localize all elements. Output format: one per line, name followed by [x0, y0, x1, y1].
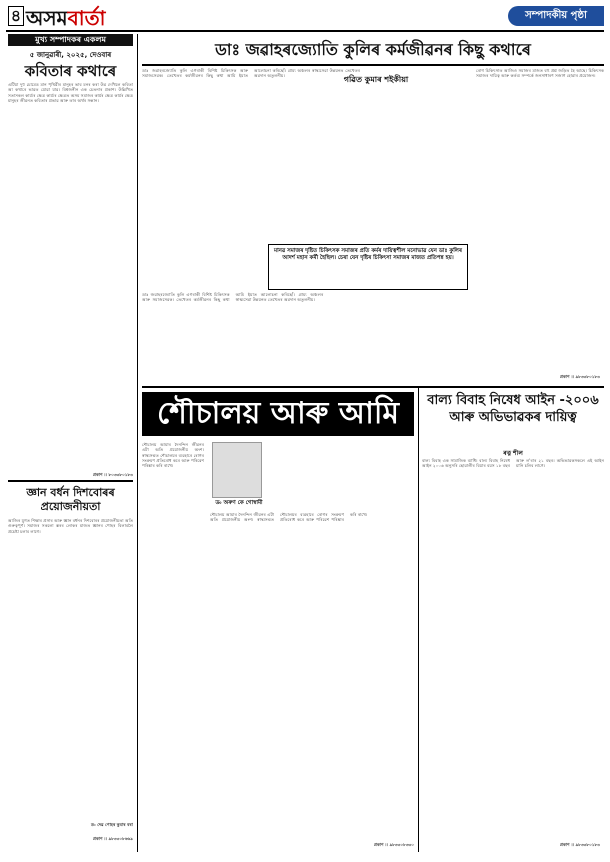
pull-quote: মানৱ সমাজৰ দৃষ্টিত চিকিৎসক সমাজৰ প্ৰতি কৰ্মৰ দায়িত্বশীল মনোভাৱ যেন ডাঃ কুলিৰ আদৰ্শ মহান কৰ্মী হৈছিল। চেৰা যেন দৃষ্টিৰ চিকিৎসা সমাজৰ মাজত প্ৰতিপন্ন হয়। [268, 244, 468, 290]
middle-article-author: ড৹ অৰুণ কে গোস্বামী [215, 500, 263, 506]
article-footer: প্ৰকাশ ।। ৯৮৩৩০৮৬৬৯ [92, 836, 133, 841]
article-body: আজিৰ যুগত শিক্ষাৰ প্ৰসাৰ আৰু জ্ঞান বৰ্ধনৰ দিশবোৰৰ প্ৰয়োজনীয়তা অতি গুৰুত্বপূৰ্ণ। সমাজৰ সকলো স্তৰৰ লোকৰ মাজত জ্ঞানৰ পোহৰ বিলাবলৈ প্ৰচেষ্টা চলাব লাগে। [8, 518, 133, 534]
right-article-footer: প্ৰকাশ ।। ৯৮৩৩৮০১৮৩ [559, 842, 600, 847]
middle-article-footer: প্ৰকাশ ।। ৯৮৩৩০৮৩৩০ [373, 842, 414, 847]
page-number: ৪ [8, 6, 24, 26]
top-article-author: গৱিত কুমাৰ শইকীয়া [343, 75, 409, 84]
header-rule [6, 30, 604, 32]
top-article-footer: প্ৰকাশ ।। ৯৮৩৩৮০১৮৩ [559, 374, 600, 379]
middle-article-title: শৌচালয় আৰু আমি [142, 392, 414, 436]
right-article-title: বাল্য বিবাহ নিষেধ আইন -২০০৬ আৰু অভিভাৱকৰ দায়িত্ব [427, 393, 599, 425]
top-article-body-continued: ডাঃ জৱাহৰজ্যোতি কুলি এগৰাকী বিশিষ্ট চিকিৎসক আৰু সমাজসেৱক। তেখেতৰ কৰ্মজীৱনৰ কিছু কথা আমি ইয়াত আলোচনা কৰিছোঁ। গ্ৰাম্য অঞ্চলৰ স্বাস্থ্যসেৱা উন্নয়নত তেখেতৰ অৱদান অতুলনীয়। [142, 292, 324, 303]
brand-part1: অসম [26, 6, 68, 30]
middle-article-body: শৌচালয় আমাৰ দৈনন্দিন জীৱনৰ এটা অতি প্ৰয়োজনীয় অংশ। স্বাস্থ্যসন্মত শৌচালয়ৰ ব্যৱহাৰে ৰোগৰ সংক্ৰমণ প্ৰতিৰোধ কৰে আৰু পৰিৱেশ পৰিষ্কাৰ কৰি ৰাখে। [142, 442, 204, 469]
right-article-body: বাল্য বিবাহ এক সামাজিক ব্যাধি। বাল্য বিবাহ নিষেধ আইন ২০০৬ অনুসৰি ছোৱালীৰ বিয়াৰ বয়স ১৮ বছৰ আৰু ল'ৰাৰ ২১ বছৰ। অভিভাৱকসকলে এই আইন মানি চলিব লাগে। [422, 458, 604, 469]
section-label: সম্পাদকীয় পৃষ্ঠা [508, 6, 604, 26]
middle-article-body-continued: শৌচালয় আমাৰ দৈনন্দিন জীৱনৰ এটা অতি প্ৰয়োজনীয় অংশ। স্বাস্থ্যসন্মত শৌচালয়ৰ ব্যৱহাৰে ৰোগৰ সংক্ৰমণ প্ৰতিৰোধ কৰে আৰু পৰিৱেশ পৰিষ্কাৰ কৰি ৰাখে। [210, 512, 368, 523]
masthead-logo [26, 4, 105, 37]
editor-label: মুখ্য সম্পাদকৰ একলম [8, 34, 133, 46]
article-author: ড৹ দেৱ পোহৰ কুমাৰ বৰা [91, 822, 133, 827]
article-title: জ্ঞান বৰ্ধন দিশবোৰৰ প্ৰয়োজনীয়তা [26, 486, 115, 513]
column-body: এটিয়া দুহু চোমেড মান পৃথিৱীৰ মানুহৰ ভাব মনৰ কৰা উৱ দেখিলে কবিতা আ কথাৰে ভাৱত যোৱা যাৱ। বিশ্বজনীন এক চেতনাৰ প্ৰকাশ। উল্লিখিত সতাসকল কাৰ্য্যৰ ক্ষেত্ৰ কাৰ্য্যৰ ক্ষেত্ৰত অসম সমাজৰ কাৰ্যৰ ক্ষেত্ৰ কাৰ্যৰ ক্ষেত্ৰ মানুহৰ জীৱনত কবিতাৰ প্ৰভাৱ আৰু তাৰ অৰ্থৰ সন্ধান। [8, 82, 133, 103]
column-divider [418, 388, 419, 852]
column-footer: প্ৰকাশ ।। ৮০৩৩৮০১৮৩ [92, 472, 133, 477]
column-title: কবিতাৰ কথাৰে [24, 62, 117, 80]
divider [8, 480, 133, 482]
divider [142, 386, 604, 388]
top-article-body: ডাঃ জৱাহৰজ্যোতি কুলি এগৰাকী বিশিষ্ট চিকিৎসক আৰু সমাজসেৱক। তেখেতৰ কৰ্মজীৱনৰ কিছু কথা আমি ইয়াত আলোচনা কৰিছোঁ। গ্ৰাম্য অঞ্চলৰ স্বাস্থ্যসেৱা উন্নয়নত তেখেতৰ অৱদান অতুলনীয়। [142, 68, 360, 79]
right-top-body: ৰোগ চিকিৎসাত আজিও সমাজৰ মাজত বহু প্ৰশ্ন জড়িত হৈ আছে। চিকিৎসক সমাজৰ দায়িত্ব আৰু কৰ্তব্য সম্পৰ্কে জনসাধাৰণ সজাগ হোৱাৰ প্ৰয়োজন। [476, 68, 604, 79]
top-article-title: ডাঃ জৱাহৰজ্যোতি কুলিৰ কৰ্মজীৱনৰ কিছু কথাৰে [142, 36, 604, 66]
column-divider [137, 34, 138, 852]
column-date: ৫ জানুৱাৰী, ২০২৫, দেওবাৰ [29, 51, 112, 59]
right-article-author: ৰত্ন শীল [503, 450, 523, 457]
author-photo [212, 442, 262, 498]
brand-part2: বাৰ্তা [67, 6, 106, 30]
